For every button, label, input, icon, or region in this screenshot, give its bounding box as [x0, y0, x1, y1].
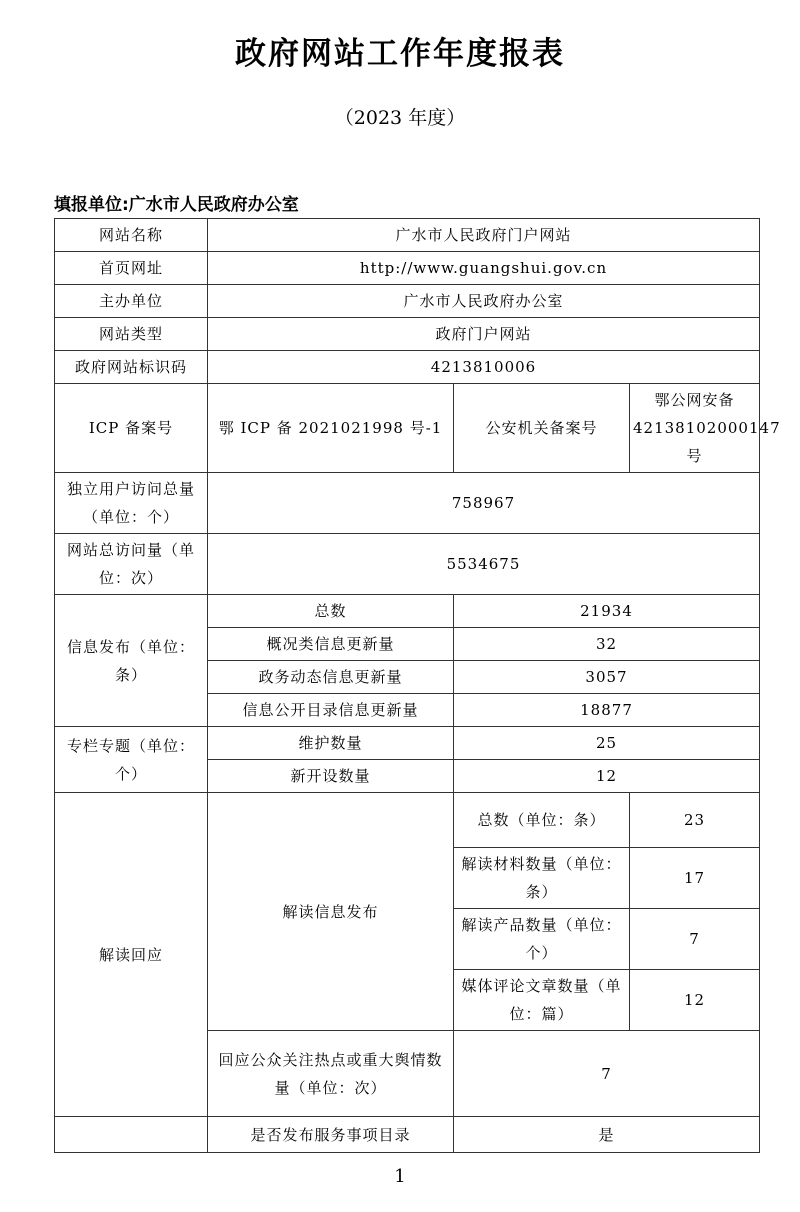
table-row — [55, 595, 760, 628]
response-value: 7 — [454, 1031, 760, 1117]
interpretation-item-label: 解读产品数量（单位：个） — [454, 909, 630, 970]
home-url-value: http://www.guangshui.gov.cn — [208, 252, 760, 285]
table-row — [55, 727, 760, 760]
columns-item-value: 12 — [454, 760, 760, 793]
table-row — [55, 219, 760, 252]
site-type-value: 政府门户网站 — [208, 318, 760, 351]
icp-label: ICP 备案号 — [55, 384, 208, 473]
table-row — [55, 318, 760, 351]
columns-item-label: 维护数量 — [208, 727, 454, 760]
interpretation-item-value: 12 — [630, 970, 760, 1031]
info-publish-label: 信息发布（单位：条） — [55, 595, 208, 727]
info-item-label: 总数 — [208, 595, 454, 628]
info-item-value: 3057 — [454, 661, 760, 694]
home-url-label: 首页网址 — [55, 252, 208, 285]
info-item-value: 32 — [454, 628, 760, 661]
interpretation-label: 解读回应 — [55, 793, 208, 1117]
interpretation-item-label: 解读材料数量（单位：条） — [454, 848, 630, 909]
service-catalog-label: 是否发布服务事项目录 — [208, 1117, 454, 1153]
unique-visitors-value: 758967 — [208, 473, 760, 534]
table-row — [55, 534, 760, 595]
info-item-label: 信息公开目录信息更新量 — [208, 694, 454, 727]
report-year: （2023 年度） — [334, 107, 466, 129]
site-code-label: 政府网站标识码 — [55, 351, 208, 384]
interpretation-item-label: 总数（单位：条） — [454, 793, 630, 848]
unique-visitors-label: 独立用户访问总量（单位：个） — [55, 473, 208, 534]
columns-item-value: 25 — [454, 727, 760, 760]
interpretation-sub-label: 解读信息发布 — [208, 793, 454, 1031]
interpretation-item-value: 17 — [630, 848, 760, 909]
interpretation-item-label: 媒体评论文章数量（单位：篇） — [454, 970, 630, 1031]
report-title: 政府网站工作年度报表 — [235, 36, 565, 72]
service-catalog-value: 是 — [454, 1117, 760, 1153]
table-row — [55, 252, 760, 285]
service-catalog-blank — [55, 1117, 208, 1153]
site-code-value: 4213810006 — [208, 351, 760, 384]
table-row — [55, 285, 760, 318]
police-record-value: 鄂公网安备 42138102000147 号 — [630, 384, 760, 473]
report-table — [54, 218, 781, 1153]
site-name-value: 广水市人民政府门户网站 — [208, 219, 760, 252]
reporting-unit: 填报单位:广水市人民政府办公室 — [54, 195, 299, 215]
table-row — [55, 351, 760, 384]
table-row — [55, 793, 760, 848]
total-visits-value: 5534675 — [208, 534, 760, 595]
police-record-label: 公安机关备案号 — [454, 384, 630, 473]
info-item-value: 18877 — [454, 694, 760, 727]
info-item-label: 政务动态信息更新量 — [208, 661, 454, 694]
host-unit-label: 主办单位 — [55, 285, 208, 318]
interpretation-item-value: 23 — [630, 793, 760, 848]
response-label: 回应公众关注热点或重大舆情数量（单位：次） — [208, 1031, 454, 1117]
table-row — [55, 1117, 760, 1153]
columns-item-label: 新开设数量 — [208, 760, 454, 793]
table-row — [55, 384, 760, 473]
info-item-value: 21934 — [454, 595, 760, 628]
columns-label: 专栏专题（单位：个） — [55, 727, 208, 793]
page-number: 1 — [394, 1166, 406, 1187]
site-name-label: 网站名称 — [55, 219, 208, 252]
info-item-label: 概况类信息更新量 — [208, 628, 454, 661]
icp-value: 鄂 ICP 备 2021021998 号-1 — [208, 384, 454, 473]
table-row — [55, 473, 760, 534]
interpretation-item-value: 7 — [630, 909, 760, 970]
total-visits-label: 网站总访问量（单位：次） — [55, 534, 208, 595]
site-type-label: 网站类型 — [55, 318, 208, 351]
host-unit-value: 广水市人民政府办公室 — [208, 285, 760, 318]
